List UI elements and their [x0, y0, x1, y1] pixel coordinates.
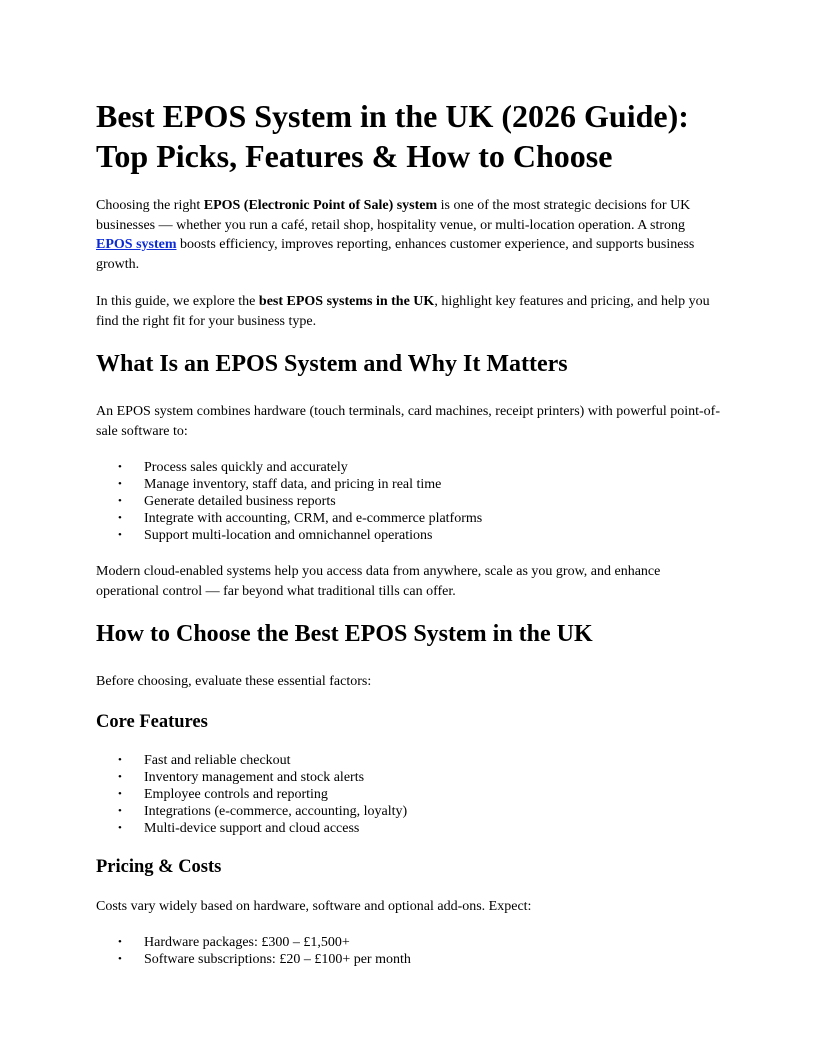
pricing-list	[96, 934, 720, 968]
bullet-icon: •	[118, 953, 122, 965]
list-item	[96, 476, 720, 493]
bullet-icon: •	[118, 512, 122, 524]
list-item-text: Integrate with accounting, CRM, and e-commerce platforms	[144, 511, 483, 526]
list-item-text: Process sales quickly and accurately	[144, 460, 348, 475]
bullet-icon: •	[118, 495, 122, 507]
bullet-icon: •	[118, 478, 122, 490]
intro-text-2b: , highlight key features and pricing, and help you find the right fit for your business type.	[96, 294, 710, 329]
section-heading-how-to-choose: How to Choose the Best EPOS System in the UK	[96, 621, 593, 647]
list-item	[96, 820, 720, 837]
subheading-pricing-costs: Pricing & Costs	[96, 856, 222, 877]
list-item	[96, 951, 720, 968]
document-page	[96, 96, 720, 986]
list-item	[96, 769, 720, 786]
subheading-core-features: Core Features	[96, 711, 208, 732]
bullet-icon: •	[118, 821, 122, 834]
benefits-list	[96, 459, 720, 544]
list-item-text: Multi-device support and cloud access	[144, 820, 360, 836]
list-item	[96, 752, 720, 769]
list-item	[96, 803, 720, 820]
list-item	[96, 527, 720, 544]
page-title: Best EPOS System in the UK (2026 Guide): Top Picks, Features & How to Choose	[96, 98, 689, 174]
list-item-text: Hardware packages: £300 – £1,500+	[144, 935, 350, 950]
list-item-text: Software subscriptions: £20 – £100+ per month	[144, 952, 411, 967]
intro-text-1c: boosts efficiency, improves reporting, enhances customer experience, and supports business growth.	[96, 237, 695, 272]
intro-text-2a: In this guide, we explore the	[96, 294, 259, 309]
list-item	[96, 510, 720, 527]
list-item	[96, 934, 720, 951]
list-item-text: Fast and reliable checkout	[144, 752, 291, 768]
bullet-icon: •	[118, 529, 122, 541]
list-item	[96, 786, 720, 803]
bullet-icon: •	[118, 770, 122, 783]
bullet-icon: •	[118, 936, 122, 948]
list-item-text: Manage inventory, staff data, and pricing in real time	[144, 477, 442, 492]
list-item	[96, 459, 720, 476]
section1-closing: Modern cloud-enabled systems help you access data from anywhere, scale as you grow, and enhance operational control — far beyond what traditional tills can offer.	[96, 564, 661, 599]
list-item-text: Generate detailed business reports	[144, 494, 336, 509]
list-item-text: Support multi-location and omnichannel operations	[144, 528, 433, 543]
pricing-lead: Costs vary widely based on hardware, software and optional add-ons. Expect:	[96, 898, 532, 914]
intro-text-1b: is one of the most strategic decisions for UK businesses — whether you run a café, retail shop, hospitality venue, or multi-location operation. A strong	[96, 198, 691, 233]
intro-bold-best: best EPOS systems in the UK	[258, 294, 435, 309]
bullet-icon: •	[118, 787, 122, 800]
intro-paragraph-2	[96, 292, 720, 331]
bullet-icon: •	[118, 461, 122, 473]
section-heading-what-is: What Is an EPOS System and Why It Matters	[96, 351, 568, 377]
bullet-icon: •	[118, 804, 122, 817]
section1-lead: An EPOS system combines hardware (touch terminals, card machines, receipt printers) with powerful point-of-sale software to:	[96, 404, 720, 439]
core-features-list	[96, 752, 720, 837]
epos-system-link[interactable]: EPOS system	[96, 237, 177, 252]
bullet-icon: •	[118, 753, 122, 766]
list-item	[96, 493, 720, 510]
section2-lead: Before choosing, evaluate these essential factors:	[96, 674, 372, 689]
intro-paragraph-1	[96, 196, 720, 274]
list-item-text: Integrations (e-commerce, accounting, loyalty)	[144, 803, 408, 819]
intro-bold-epos: EPOS (Electronic Point of Sale) system	[203, 198, 438, 213]
list-item-text: Employee controls and reporting	[144, 786, 328, 802]
intro-text-1a: Choosing the right	[96, 198, 204, 213]
list-item-text: Inventory management and stock alerts	[144, 769, 365, 785]
